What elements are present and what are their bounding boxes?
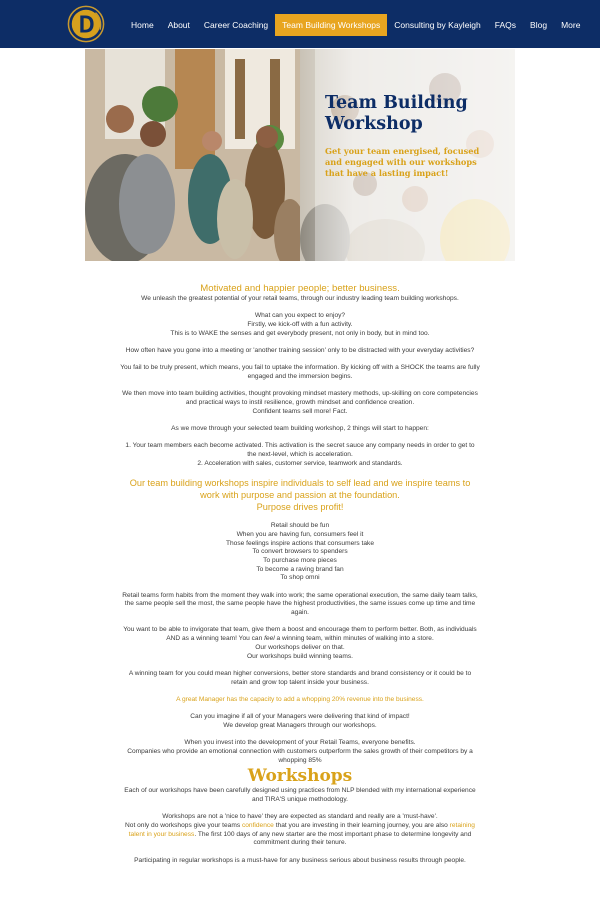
nav-item-home[interactable]: Home (131, 20, 154, 30)
list-item: 1. Your team members each become activated. This activation is the secret sauce any company needs in order to get to the next-level, which is acceleration. (125, 442, 475, 458)
paragraph: Our workshops build winning teams. (247, 652, 353, 660)
expect-line: This is to WAKE the senses and get everybody present, not only in body, but in mind too. (170, 329, 430, 337)
paragraph: You fail to be truly present, which means, you fail to uptake the information. By kicking off with a SHOCK the teams are fully engaged and the immersion begins. (120, 364, 480, 380)
text-span: Not only do workshops give your teams (125, 821, 242, 829)
hero-subtitle: Get your team energised, focused and engaged with our workshops that have a lasting impact! (325, 146, 480, 178)
text-span: a winning team, within minutes of walking into a store. (274, 635, 434, 643)
nav-item-blog[interactable]: Blog (530, 20, 548, 30)
paragraph (120, 822, 480, 848)
nav-item-more[interactable]: More (561, 20, 581, 30)
main-content (120, 283, 480, 865)
paragraph: Participating in regular workshops is a must-have for any business serious about business results through people. (134, 856, 466, 864)
hero-banner (85, 49, 515, 261)
nav-item-career-coaching[interactable]: Career Coaching (203, 20, 269, 30)
nav-item-consulting[interactable]: Consulting by Kayleigh (394, 20, 481, 30)
fun-line: Retail should be fun (270, 522, 330, 530)
confidence-highlight: confidence (241, 821, 274, 829)
retaining-talent-highlight: retaining talent in your business (128, 821, 475, 838)
expect-line: Firstly, we kick-off with a fun activity. (247, 321, 353, 328)
paragraph: Retail teams form habits from the moment they walk into work; the same operational execution, the same daily team talks, the same people sell the most, the same people have the highest productivities, the same issues come up time and time again. (122, 591, 478, 617)
logo-icon[interactable] (67, 5, 105, 43)
great-manager-highlight: A great Manager has the capacity to add a whopping 20% revenue into the business. (176, 695, 424, 703)
paragraph: Workshops are not a 'nice to have' they are expected as standard and really are a 'must-have'. (162, 813, 438, 821)
fun-line: To purchase more pieces (263, 557, 337, 565)
paragraph: When you invest into the development of your Retail Teams, everyone benefits. (184, 739, 416, 747)
workshops-heading: Workshops (247, 766, 353, 787)
paragraph: How often have you gone into a meeting or 'another training session' only to be distracted with your everyday activities? (125, 347, 475, 354)
inspire-heading: Our team building workshops inspire individuals to self lead and we inspire teams to work with purpose and passion at the foundation. (129, 478, 471, 501)
paragraph (120, 626, 480, 643)
paragraph: As we move through your selected team building workshop, 2 things will start to happen: (171, 425, 429, 432)
fun-line: When you are having fun, consumers feel it (236, 530, 364, 538)
emphasis-feel: feel (264, 635, 275, 643)
fun-line: To convert browsers to spenders (252, 548, 348, 556)
fun-line: To become a raving brand fan (256, 565, 344, 573)
purpose-heading: Purpose drives profit! (256, 502, 344, 513)
main-nav (124, 14, 587, 36)
fun-line: Those feelings inspire actions that consumers take (225, 539, 375, 547)
paragraph: Companies who provide an emotional connection with customers outperform the sales growth of their competitors by a whopping 85% (127, 747, 473, 764)
text-span: . The first 100 days of any new starter are the most important phase to determine longevity and commitment during their tenure. (194, 830, 472, 847)
paragraph: We develop great Managers through our workshops. (223, 721, 377, 729)
nav-item-team-building-workshops[interactable]: Team Building Workshops (275, 14, 387, 36)
nav-item-faqs[interactable]: FAQs (494, 20, 517, 30)
nav-item-about[interactable]: About (167, 20, 190, 30)
paragraph: Can you imagine if all of your Managers were delivering that kind of impact! (190, 713, 410, 721)
paragraph: Confident teams sell more! Fact. (252, 407, 348, 415)
fun-line: To shop omni (280, 574, 320, 582)
hero-title: Team Building Workshop (325, 93, 468, 134)
intro-heading: Motivated and happier people; better business. (200, 283, 400, 294)
paragraph: A winning team for you could mean higher conversions, better store standards and brand consistency or it could be to retain and grow top talent inside your business. (128, 669, 472, 686)
paragraph: Our workshops deliver on that. (255, 643, 345, 651)
site-header (0, 0, 600, 48)
paragraph: We then move into team building activities, thought provoking mindset mastery methods, up-skilling on core competencies and practical ways to instil resilience, growth mindset and confidence creation. (122, 390, 478, 406)
list-item: 2. Acceleration with sales, customer service, teamwork and standards. (197, 459, 403, 467)
expect-question: What can you expect to enjoy? (254, 312, 346, 320)
text-span: You want to be able to invigorate that team, give them a boost and encourage them to perform better. Both, as individuals AND as a winning team! You can (123, 626, 477, 643)
paragraph: Each of our workshops have been carefully designed using practices from NLP blended with my international experience and TIRA'S unique methodology. (124, 787, 476, 803)
intro-text: We unleash the greatest potential of your retail teams, through our industry leading team building workshops. (141, 295, 459, 302)
text-span: that you are investing in their learning journey, you are also (273, 821, 450, 829)
